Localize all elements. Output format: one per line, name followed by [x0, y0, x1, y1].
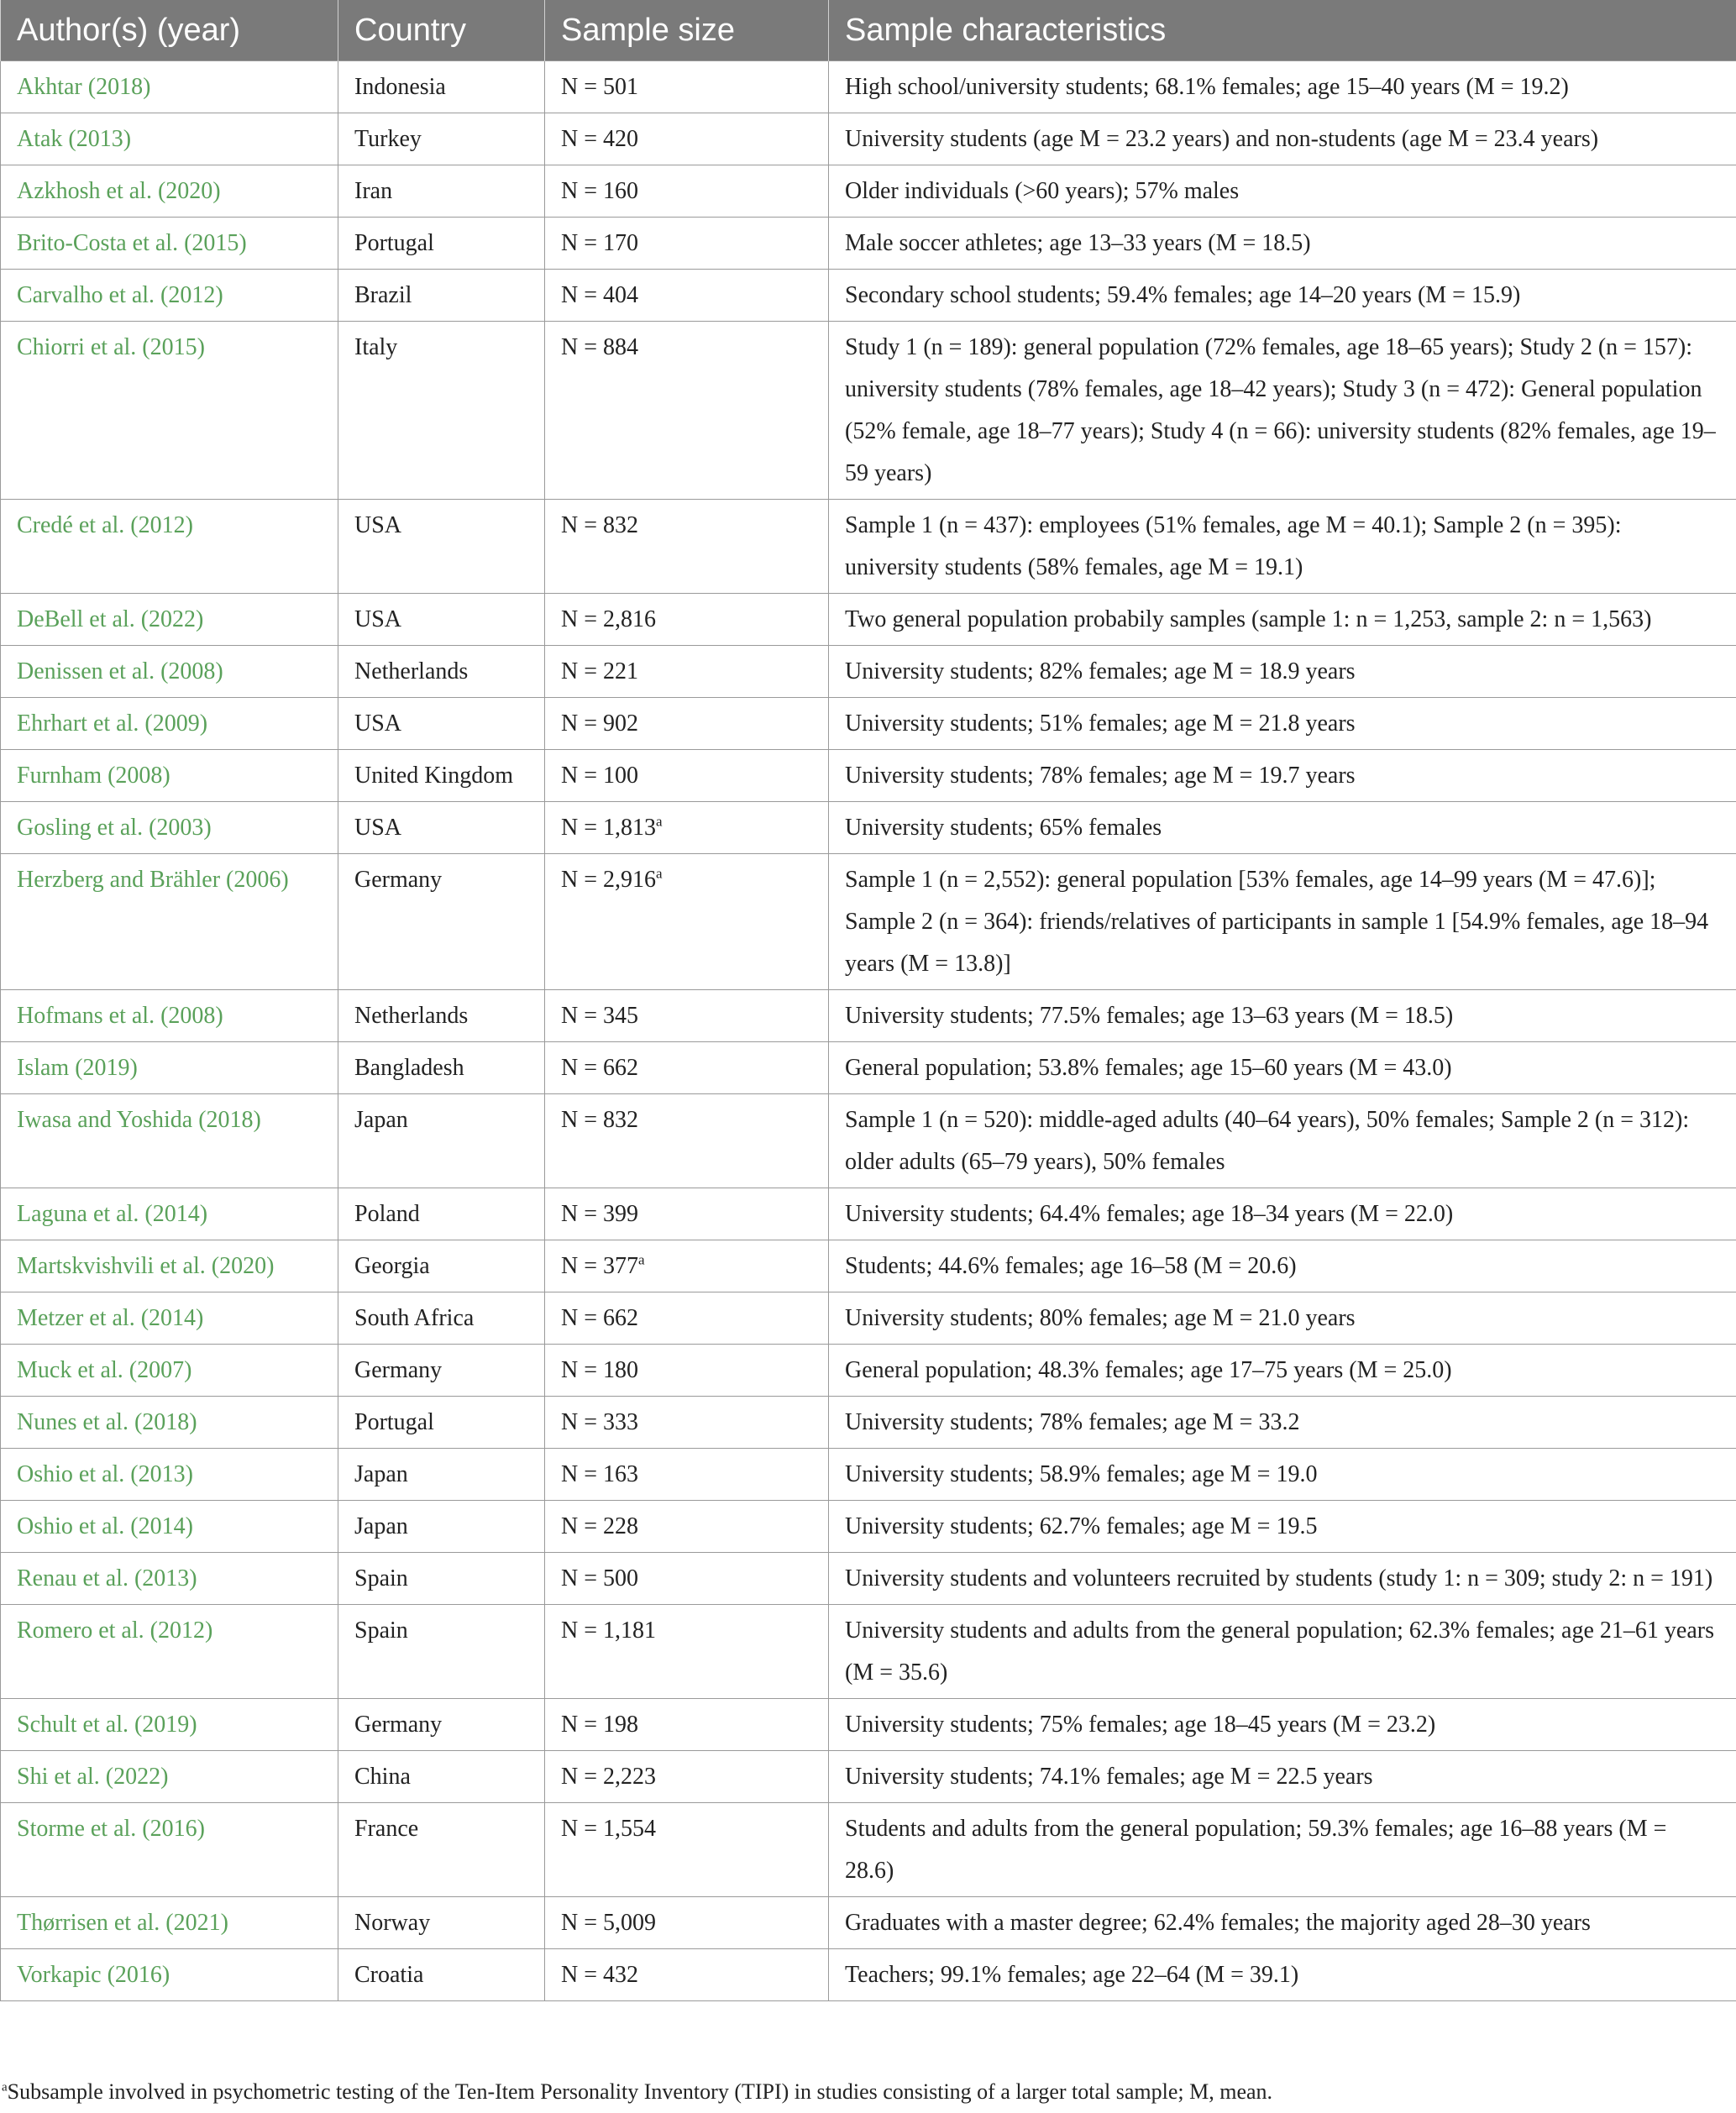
author-link[interactable]: Islam (2019)	[1, 1042, 338, 1094]
footnote-text: Subsample involved in psychometric testing of the Ten-Item Personality Inventory (TIPI) in studies consisting of a larger total sample; M, mean.	[7, 2079, 1273, 2104]
sample-size-cell	[545, 1605, 829, 1699]
author-link[interactable]: Iwasa and Yoshida (2018)	[1, 1094, 338, 1188]
table-row	[1, 218, 1736, 270]
sample-size-cell	[545, 1803, 829, 1897]
sample-characteristics-cell: Sample 1 (n = 520): middle-aged adults (40–64 years), 50% females; Sample 2 (n = 312): older adults (65–79 years), 50% females	[829, 1094, 1736, 1188]
country-cell: Portugal	[338, 1397, 545, 1449]
sample-size-cell	[545, 1240, 829, 1292]
sample-characteristics-cell: Students; 44.6% females; age 16–58 (M = 20.6)	[829, 1240, 1736, 1292]
author-link[interactable]: Metzer et al. (2014)	[1, 1292, 338, 1345]
sample-characteristics-cell: General population; 48.3% females; age 17–75 years (M = 25.0)	[829, 1345, 1736, 1397]
sample-size-cell	[545, 270, 829, 322]
table-row	[1, 1897, 1736, 1949]
sample-size-cell	[545, 1699, 829, 1751]
country-cell: Spain	[338, 1605, 545, 1699]
table-row	[1, 698, 1736, 750]
table-row	[1, 1751, 1736, 1803]
sample-size-value: N = 170	[561, 230, 639, 256]
sample-size-value: N = 500	[561, 1565, 639, 1591]
sample-size-value: N = 884	[561, 334, 639, 360]
sample-size-cell	[545, 594, 829, 646]
author-link[interactable]: Herzberg and Brähler (2006)	[1, 854, 338, 990]
table-row	[1, 270, 1736, 322]
sample-characteristics-cell: University students; 78% females; age M = 33.2	[829, 1397, 1736, 1449]
author-link[interactable]: Ehrhart et al. (2009)	[1, 698, 338, 750]
table-row	[1, 1553, 1736, 1605]
country-cell: Germany	[338, 854, 545, 990]
country-cell: Netherlands	[338, 990, 545, 1042]
country-cell: South Africa	[338, 1292, 545, 1345]
author-link[interactable]: Azkhosh et al. (2020)	[1, 165, 338, 218]
country-cell: Japan	[338, 1501, 545, 1553]
sample-characteristics-cell: University students; 62.7% females; age M = 19.5	[829, 1501, 1736, 1553]
sample-characteristics-cell: High school/university students; 68.1% females; age 15–40 years (M = 19.2)	[829, 61, 1736, 113]
sample-characteristics-cell: Sample 1 (n = 437): employees (51% females, age M = 40.1); Sample 2 (n = 395): university students (58% females, age M = 19.1)	[829, 500, 1736, 594]
sample-size-value: N = 228	[561, 1513, 639, 1539]
sample-characteristics-cell: University students; 64.4% females; age 18–34 years (M = 22.0)	[829, 1188, 1736, 1240]
author-link[interactable]: Furnham (2008)	[1, 750, 338, 802]
sample-size-value: N = 5,009	[561, 1910, 657, 1936]
sample-size-cell	[545, 1897, 829, 1949]
sample-characteristics-cell: Study 1 (n = 189): general population (72% females, age 18–65 years); Study 2 (n = 157): university students (78% females, age 18–42 years); Study 3 (n = 472): General population (52% female, age 18–77 years); Study 4 (n = 66): university students (82% females, age 19–59 years)	[829, 322, 1736, 500]
sample-characteristics-cell: General population; 53.8% females; age 15–60 years (M = 43.0)	[829, 1042, 1736, 1094]
sample-size-cell	[545, 61, 829, 113]
sample-characteristics-cell: Secondary school students; 59.4% females; age 14–20 years (M = 15.9)	[829, 270, 1736, 322]
sample-size-cell	[545, 1094, 829, 1188]
country-cell: Japan	[338, 1094, 545, 1188]
author-link[interactable]: Oshio et al. (2014)	[1, 1501, 338, 1553]
header-sample-size: Sample size	[545, 0, 829, 61]
sample-size-cell	[545, 1042, 829, 1094]
sample-size-value: N = 662	[561, 1055, 639, 1081]
author-link[interactable]: Nunes et al. (2018)	[1, 1397, 338, 1449]
country-cell: Georgia	[338, 1240, 545, 1292]
sample-size-value: N = 1,813	[561, 815, 657, 841]
sample-characteristics-cell: Sample 1 (n = 2,552): general population [53% females, age 14–99 years (M = 47.6)]; Sample 2 (n = 364): friends/relatives of participants in sample 1 [54.9% females, age 18–94 years (M = 13.8)]	[829, 854, 1736, 990]
sample-size-cell	[545, 698, 829, 750]
sample-size-value: N = 662	[561, 1305, 639, 1331]
country-cell: Brazil	[338, 270, 545, 322]
country-cell: China	[338, 1751, 545, 1803]
table-row	[1, 854, 1736, 990]
sample-characteristics-cell: University students; 82% females; age M = 18.9 years	[829, 646, 1736, 698]
author-link[interactable]: Martskvishvili et al. (2020)	[1, 1240, 338, 1292]
sample-size-value: N = 198	[561, 1712, 639, 1738]
header-sample-characteristics: Sample characteristics	[829, 0, 1736, 61]
country-cell: Germany	[338, 1345, 545, 1397]
sample-size-cell	[545, 1553, 829, 1605]
sample-characteristics-cell: University students (age M = 23.2 years) and non-students (age M = 23.4 years)	[829, 113, 1736, 165]
table-body	[1, 61, 1736, 2001]
sample-size-value: N = 832	[561, 1107, 639, 1133]
sample-size-cell	[545, 1397, 829, 1449]
table-row	[1, 1803, 1736, 1897]
author-link[interactable]: Thørrisen et al. (2021)	[1, 1897, 338, 1949]
sample-characteristics-cell: University students; 74.1% females; age M = 22.5 years	[829, 1751, 1736, 1803]
sample-size-value: N = 1,554	[561, 1816, 657, 1842]
sample-characteristics-cell: University students and volunteers recruited by students (study 1: n = 309; study 2: n = 191)	[829, 1553, 1736, 1605]
country-cell: United Kingdom	[338, 750, 545, 802]
author-link[interactable]: Vorkapic (2016)	[1, 1949, 338, 2001]
table-row	[1, 500, 1736, 594]
country-cell: Bangladesh	[338, 1042, 545, 1094]
sample-characteristics-cell: University students and adults from the general population; 62.3% females; age 21–61 years (M = 35.6)	[829, 1605, 1736, 1699]
sample-size-cell	[545, 1501, 829, 1553]
footnote-ref: a	[656, 813, 663, 830]
table-row	[1, 1345, 1736, 1397]
sample-characteristics-cell: University students; 75% females; age 18–45 years (M = 23.2)	[829, 1699, 1736, 1751]
sample-size-value: N = 160	[561, 178, 639, 204]
author-link[interactable]: Romero et al. (2012)	[1, 1605, 338, 1699]
table-row	[1, 1094, 1736, 1188]
author-link[interactable]: Oshio et al. (2013)	[1, 1449, 338, 1501]
sample-size-value: N = 163	[561, 1461, 639, 1487]
author-link[interactable]: DeBell et al. (2022)	[1, 594, 338, 646]
sample-size-cell	[545, 1292, 829, 1345]
author-link[interactable]: Storme et al. (2016)	[1, 1803, 338, 1897]
sample-size-cell	[545, 750, 829, 802]
table-header-row	[1, 0, 1736, 61]
sample-characteristics-cell: University students; 78% females; age M = 19.7 years	[829, 750, 1736, 802]
sample-size-value: N = 1,181	[561, 1618, 657, 1644]
author-link[interactable]: Atak (2013)	[1, 113, 338, 165]
sample-size-cell	[545, 854, 829, 990]
author-link[interactable]: Chiorri et al. (2015)	[1, 322, 338, 500]
sample-size-value: N = 100	[561, 763, 639, 789]
country-cell: USA	[338, 500, 545, 594]
table-footnote	[2, 2079, 1272, 2105]
table-row	[1, 802, 1736, 854]
table-row	[1, 113, 1736, 165]
country-cell: France	[338, 1803, 545, 1897]
country-cell: Netherlands	[338, 646, 545, 698]
sample-size-cell	[545, 802, 829, 854]
sample-size-cell	[545, 218, 829, 270]
author-link[interactable]: Carvalho et al. (2012)	[1, 270, 338, 322]
sample-size-value: N = 501	[561, 74, 639, 100]
sample-size-value: N = 345	[561, 1003, 639, 1029]
sample-size-value: N = 832	[561, 512, 639, 538]
sample-characteristics-cell: University students; 65% females	[829, 802, 1736, 854]
country-cell: Poland	[338, 1188, 545, 1240]
sample-size-value: N = 399	[561, 1201, 639, 1227]
sample-size-value: N = 432	[561, 1962, 639, 1988]
footnote-ref: a	[638, 1251, 645, 1268]
sample-characteristics-cell: University students; 77.5% females; age 13–63 years (M = 18.5)	[829, 990, 1736, 1042]
sample-size-cell	[545, 1449, 829, 1501]
author-link[interactable]: Schult et al. (2019)	[1, 1699, 338, 1751]
sample-characteristics-cell: Students and adults from the general population; 59.3% females; age 16–88 years (M = 28.6)	[829, 1803, 1736, 1897]
table-row	[1, 322, 1736, 500]
sample-characteristics-cell: University students; 80% females; age M = 21.0 years	[829, 1292, 1736, 1345]
table-row	[1, 1949, 1736, 2001]
sample-size-cell	[545, 1345, 829, 1397]
table-row	[1, 61, 1736, 113]
table-row	[1, 990, 1736, 1042]
author-link[interactable]: Hofmans et al. (2008)	[1, 990, 338, 1042]
sample-size-value: N = 377	[561, 1253, 639, 1279]
country-cell: Italy	[338, 322, 545, 500]
author-link[interactable]: Denissen et al. (2008)	[1, 646, 338, 698]
country-cell: Spain	[338, 1553, 545, 1605]
sample-characteristics-cell: Graduates with a master degree; 62.4% females; the majority aged 28–30 years	[829, 1897, 1736, 1949]
sample-size-value: N = 180	[561, 1357, 639, 1383]
sample-characteristics-cell: Older individuals (>60 years); 57% males	[829, 165, 1736, 218]
sample-size-cell	[545, 646, 829, 698]
table-row	[1, 594, 1736, 646]
author-link[interactable]: Renau et al. (2013)	[1, 1553, 338, 1605]
header-country: Country	[338, 0, 545, 61]
sample-size-cell	[545, 165, 829, 218]
sample-size-value: N = 420	[561, 126, 639, 152]
table-row	[1, 1188, 1736, 1240]
country-cell: Iran	[338, 165, 545, 218]
sample-size-cell	[545, 990, 829, 1042]
country-cell: Norway	[338, 1897, 545, 1949]
country-cell: USA	[338, 698, 545, 750]
country-cell: USA	[338, 594, 545, 646]
author-link[interactable]: Credé et al. (2012)	[1, 500, 338, 594]
country-cell: Germany	[338, 1699, 545, 1751]
sample-size-value: N = 902	[561, 710, 639, 737]
sample-size-value: N = 2,916	[561, 867, 657, 893]
table-row	[1, 1501, 1736, 1553]
footnote-ref: a	[656, 865, 663, 882]
sample-size-cell	[545, 500, 829, 594]
table-row	[1, 1240, 1736, 1292]
table-row	[1, 1449, 1736, 1501]
table-row	[1, 1605, 1736, 1699]
footnote-marker: a	[2, 2080, 8, 2095]
sample-size-value: N = 2,816	[561, 606, 657, 632]
author-link[interactable]: Brito-Costa et al. (2015)	[1, 218, 338, 270]
author-link[interactable]: Akhtar (2018)	[1, 61, 338, 113]
sample-size-value: N = 404	[561, 282, 639, 308]
table-row	[1, 750, 1736, 802]
country-cell: Croatia	[338, 1949, 545, 2001]
table-row	[1, 165, 1736, 218]
header-author: Author(s) (year)	[1, 0, 338, 61]
country-cell: USA	[338, 802, 545, 854]
sample-size-cell	[545, 1949, 829, 2001]
sample-size-value: N = 2,223	[561, 1764, 657, 1790]
sample-characteristics-cell: Male soccer athletes; age 13–33 years (M = 18.5)	[829, 218, 1736, 270]
author-link[interactable]: Muck et al. (2007)	[1, 1345, 338, 1397]
author-link[interactable]: Gosling et al. (2003)	[1, 802, 338, 854]
country-cell: Japan	[338, 1449, 545, 1501]
country-cell: Portugal	[338, 218, 545, 270]
table-row	[1, 1699, 1736, 1751]
sample-characteristics-cell: University students; 51% females; age M = 21.8 years	[829, 698, 1736, 750]
table-row	[1, 1397, 1736, 1449]
sample-size-cell	[545, 113, 829, 165]
sample-size-value: N = 333	[561, 1409, 639, 1435]
table-row	[1, 646, 1736, 698]
country-cell: Turkey	[338, 113, 545, 165]
table-row	[1, 1292, 1736, 1345]
author-link[interactable]: Shi et al. (2022)	[1, 1751, 338, 1803]
country-cell: Indonesia	[338, 61, 545, 113]
sample-size-cell	[545, 1188, 829, 1240]
sample-size-cell	[545, 322, 829, 500]
sample-characteristics-cell: University students; 58.9% females; age M = 19.0	[829, 1449, 1736, 1501]
sample-characteristics-cell: Teachers; 99.1% females; age 22–64 (M = 39.1)	[829, 1949, 1736, 2001]
table-row	[1, 1042, 1736, 1094]
author-link[interactable]: Laguna et al. (2014)	[1, 1188, 338, 1240]
sample-size-cell	[545, 1751, 829, 1803]
sample-characteristics-cell: Two general population probabily samples (sample 1: n = 1,253, sample 2: n = 1,563)	[829, 594, 1736, 646]
sample-size-value: N = 221	[561, 658, 639, 684]
